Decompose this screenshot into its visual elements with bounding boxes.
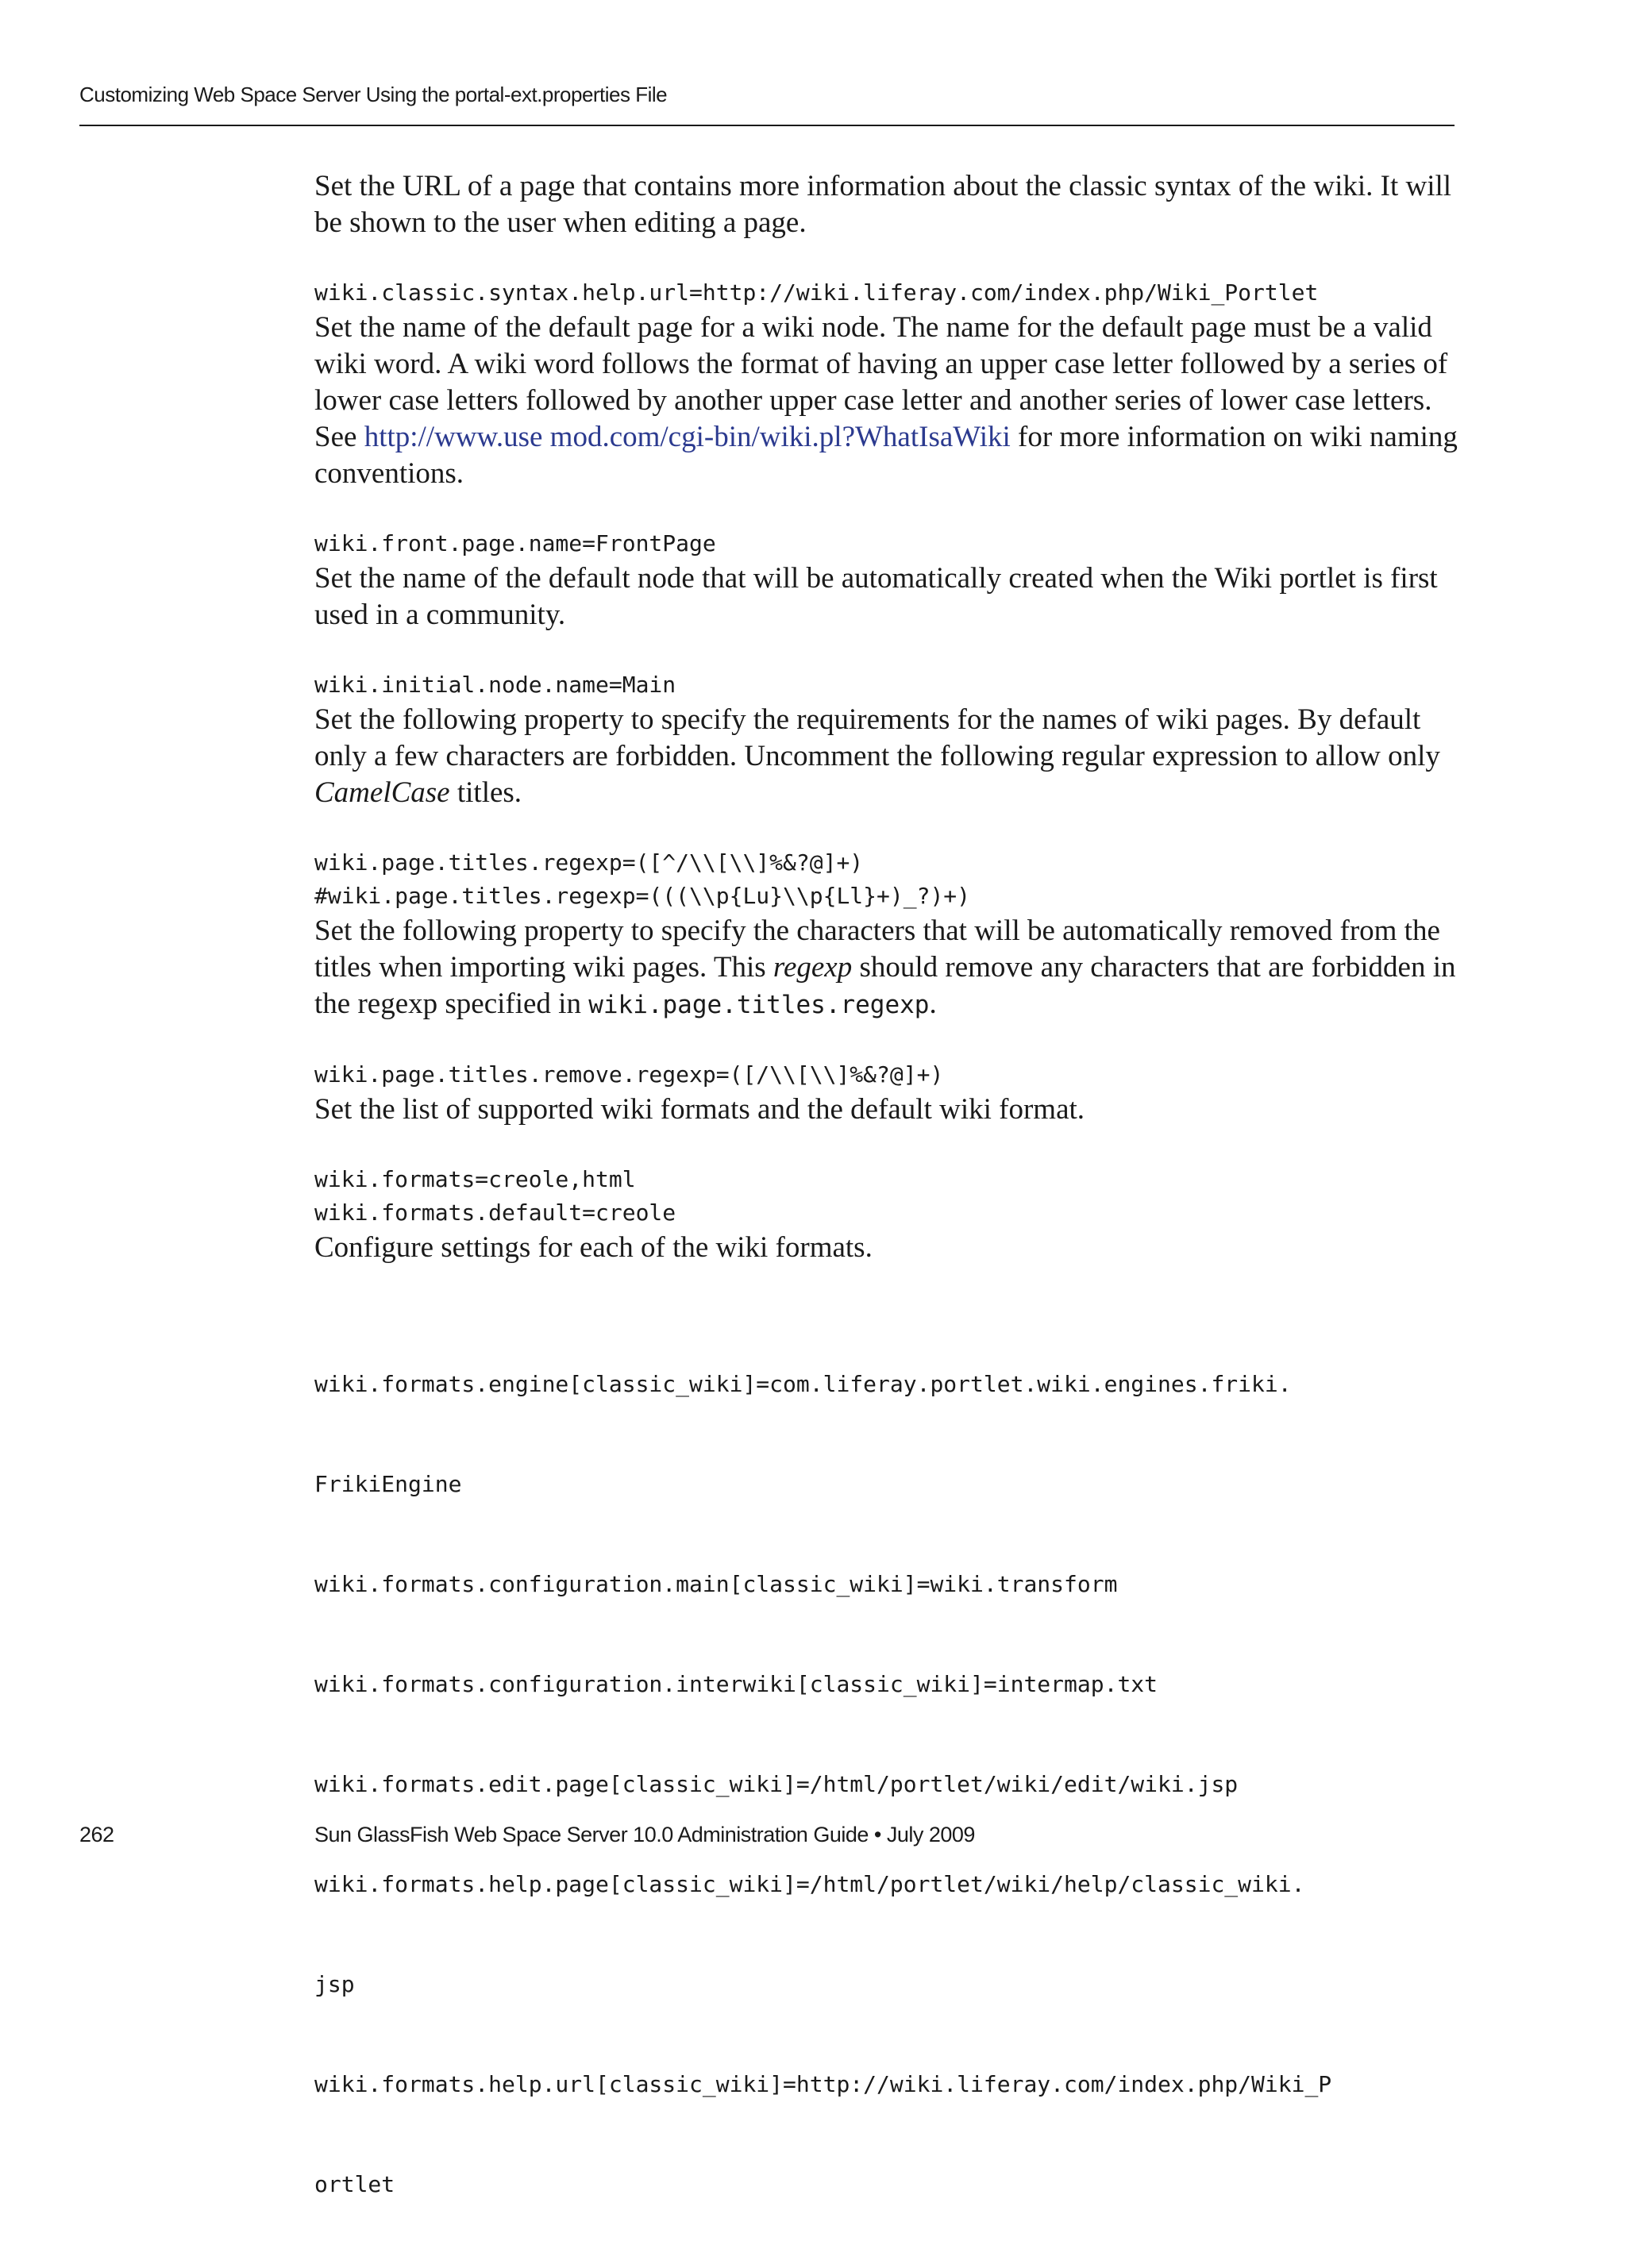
prose-text: titles. (449, 776, 522, 809)
code-line: jsp (314, 1971, 355, 1997)
prose-text: Set the following property to specify the characters that will be automatically removed from the titles when importing wiki pages. This (314, 915, 1440, 984)
code-block-classic-syntax-help (314, 276, 1458, 310)
main-content (314, 168, 1458, 2268)
code-line: wiki.formats.configuration.interwiki[classic_wiki]=intermap.txt (314, 1671, 1158, 1697)
paragraph-page-titles-regexp (314, 702, 1458, 811)
code-line: wiki.classic.syntax.help.url=http://wiki.liferay.com/index.php/Wiki_Portlet (314, 279, 1319, 306)
prose-text: . (929, 988, 937, 1020)
paragraph-initial-node-name (314, 560, 1458, 633)
footer-book-title: Sun GlassFish Web Space Server 10.0 Administration Guide • July 2009 (314, 1823, 975, 1846)
prose-text: Configure settings for each of the wiki formats. (314, 1231, 873, 1264)
paragraph-wiki-formats (314, 1092, 1458, 1128)
paragraph-remove-regexp (314, 913, 1458, 1023)
code-block-front-page-name (314, 527, 1458, 560)
emphasis-regexp: regexp (773, 951, 853, 984)
code-line: wiki.page.titles.regexp=([^/\\[\\]%&?@]+) (314, 849, 864, 876)
prose-text: Set the name of the default node that will be automatically created when the Wiki portlet is first used in a community. (314, 562, 1438, 631)
prose-text: Set the list of supported wiki formats and the default wiki format. (314, 1093, 1085, 1126)
page-number: 262 (79, 1823, 114, 1846)
code-line: wiki.formats.configuration.main[classic_wiki]=wiki.transform (314, 1571, 1118, 1597)
code-line: wiki.initial.node.name=Main (314, 672, 676, 698)
code-line: wiki.formats.edit.page[classic_wiki]=/html/portlet/wiki/edit/wiki.jsp (314, 1771, 1239, 1797)
prose-text: for more information on wiki naming conventions. (314, 421, 1458, 490)
code-block-format-settings (314, 1301, 1458, 2268)
code-line: wiki.formats.engine[classic_wiki]=com.liferay.portlet.wiki.engines.friki. (314, 1371, 1292, 1397)
code-block-page-titles-regexp (314, 846, 1458, 913)
paragraph-front-page-name (314, 310, 1458, 492)
code-line: wiki.formats.help.url[classic_wiki]=http://wiki.liferay.com/index.php/Wiki_P (314, 2071, 1332, 2097)
wiki-naming-link[interactable]: http://www.use mod.com/cgi-bin/wiki.pl?WhatIsaWiki (364, 421, 1011, 453)
code-line: wiki.formats=creole,html (314, 1166, 636, 1192)
header-rule (79, 125, 1455, 126)
prose-text: should remove any characters that are forbidden in the regexp specified in (314, 951, 1456, 1020)
prose-text: Set the URL of a page that contains more information about the classic syntax of the wiki. It will be shown to the user when editing a page. (314, 170, 1452, 239)
running-header: Customizing Web Space Server Using the portal-ext.properties File (79, 83, 668, 106)
code-line: wiki.formats.help.page[classic_wiki]=/html/portlet/wiki/help/classic_wiki. (314, 1871, 1305, 1897)
paragraph-classic-syntax-help (314, 168, 1458, 241)
code-block-initial-node-name (314, 668, 1458, 702)
code-line: FrikiEngine (314, 1471, 462, 1497)
emphasis-camelcase: CamelCase (314, 776, 450, 809)
code-line: ortlet (314, 2171, 395, 2197)
code-line: #wiki.page.titles.regexp=(((\\p{Lu}\\p{Ll}+)_?)+) (314, 883, 971, 909)
prose-text: Set the following property to specify the requirements for the names of wiki pages. By default only a few characters are forbidden. Uncomment the following regular expression to allow only (314, 703, 1440, 772)
code-line: wiki.front.page.name=FrontPage (314, 530, 716, 556)
code-line: wiki.formats.default=creole (314, 1199, 676, 1226)
paragraph-format-settings (314, 1230, 1458, 1266)
inline-code-regexp-property: wiki.page.titles.regexp (588, 991, 930, 1019)
prose-text: Set the name of the default page for a wiki node. The name for the default page must be a valid wiki word. A wiki word follows the format of having an upper case letter followed by a series of lower case letters followed by another upper case letter and another series of lower case letters. See (314, 311, 1448, 453)
code-block-remove-regexp (314, 1058, 1458, 1092)
code-line: wiki.page.titles.remove.regexp=([/\\[\\]%&?@]+) (314, 1061, 944, 1088)
code-block-wiki-formats (314, 1163, 1458, 1230)
